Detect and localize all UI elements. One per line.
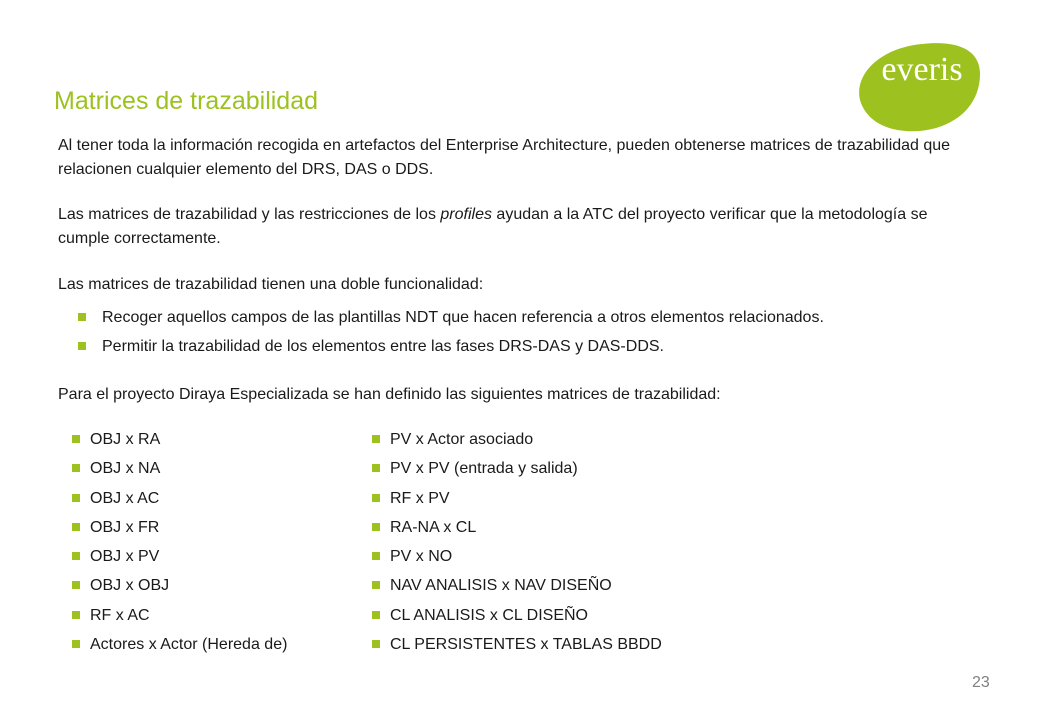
- intro-paragraph: Al tener toda la información recogida en artefactos del Enterprise Architecture, pueden obtenerse matrices de trazabilidad que relacionen cualquier elemento del DRS, DAS o DDS.: [58, 137, 951, 178]
- bullet-square-icon: [372, 611, 380, 619]
- functionality-list: [78, 303, 824, 361]
- bullet-square-icon: [78, 342, 86, 350]
- list-item: Permitir la trazabilidad de los elementos entre las fases DRS-DAS y DAS-DDS.: [78, 332, 824, 361]
- list-item: PV x PV (entrada y salida): [372, 454, 662, 483]
- list-item: OBJ x AC: [72, 484, 287, 513]
- bullet-square-icon: [372, 552, 380, 560]
- bullet-square-icon: [372, 581, 380, 589]
- list-item: OBJ x PV: [72, 542, 287, 571]
- functionality-paragraph: Las matrices de trazabilidad tienen una doble funcionalidad:: [58, 276, 484, 293]
- project-paragraph: Para el proyecto Diraya Especializada se han definido las siguientes matrices de trazabilidad:: [58, 386, 721, 403]
- list-item: OBJ x RA: [72, 425, 287, 454]
- bullet-square-icon: [72, 523, 80, 531]
- bullet-square-icon: [72, 581, 80, 589]
- list-item: OBJ x OBJ: [72, 571, 287, 600]
- bullet-square-icon: [372, 640, 380, 648]
- bullet-square-icon: [72, 435, 80, 443]
- profiles-paragraph: Las matrices de trazabilidad y las restricciones de los profiles ayudan a la ATC del proyecto verificar que la metodología se cumple correctamente.: [58, 206, 928, 247]
- bullet-square-icon: [372, 523, 380, 531]
- matrices-right-list: [372, 425, 662, 659]
- list-item: PV x NO: [372, 542, 662, 571]
- bullet-square-icon: [72, 611, 80, 619]
- list-item: CL ANALISIS x CL DISEÑO: [372, 601, 662, 630]
- bullet-square-icon: [372, 464, 380, 472]
- list-item: PV x Actor asociado: [372, 425, 662, 454]
- list-item: RA-NA x CL: [372, 513, 662, 542]
- bullet-square-icon: [72, 552, 80, 560]
- matrices-left-list: [72, 425, 287, 659]
- bullet-square-icon: [372, 494, 380, 502]
- bullet-square-icon: [372, 435, 380, 443]
- list-item: OBJ x FR: [72, 513, 287, 542]
- list-item: RF x AC: [72, 601, 287, 630]
- list-item: OBJ x NA: [72, 454, 287, 483]
- page-number: 23: [972, 674, 990, 691]
- list-item: NAV ANALISIS x NAV DISEÑO: [372, 571, 662, 600]
- page-title: Matrices de trazabilidad: [54, 87, 319, 115]
- list-item: Actores x Actor (Hereda de): [72, 630, 287, 659]
- everis-logo: [850, 38, 982, 136]
- logo-text: everis: [881, 51, 963, 88]
- list-item: Recoger aquellos campos de las plantillas NDT que hacen referencia a otros elementos relacionados.: [78, 303, 824, 332]
- list-item: RF x PV: [372, 484, 662, 513]
- list-item: CL PERSISTENTES x TABLAS BBDD: [372, 630, 662, 659]
- bullet-square-icon: [72, 494, 80, 502]
- bullet-square-icon: [78, 313, 86, 321]
- bullet-square-icon: [72, 640, 80, 648]
- bullet-square-icon: [72, 464, 80, 472]
